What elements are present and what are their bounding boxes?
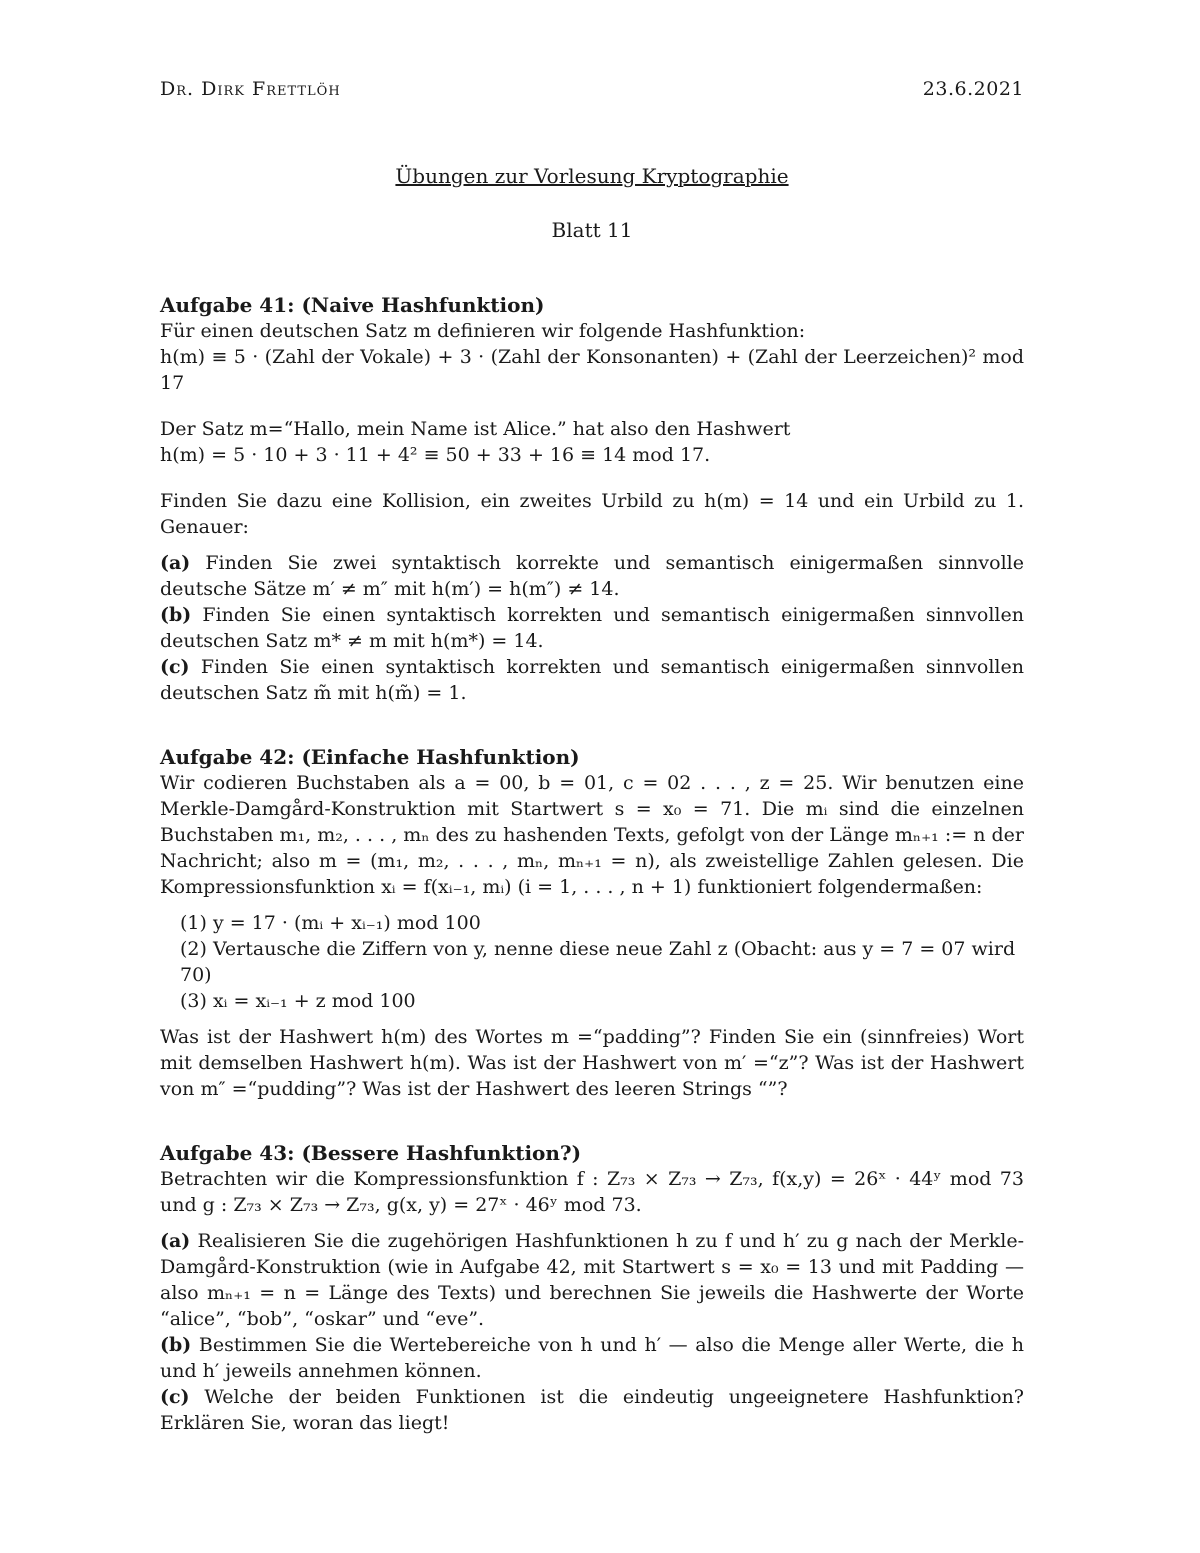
task-41 bbox=[160, 292, 1024, 706]
task-heading: Aufgabe 42: (Einfache Hashfunktion) bbox=[160, 745, 580, 769]
subtask-text: Welche der beiden Funktionen ist die eindeutig ungeeignetere Hashfunktion? Erklären Sie, woran das liegt! bbox=[160, 1386, 1024, 1434]
subtask-a bbox=[160, 550, 1024, 602]
task-question: Was ist der Hashwert h(m) des Wortes m =“padding”? Finden Sie ein (sinnfreies) Wort mit demselben Hashwert h(m). Was ist der Hashwert von m′ =“z”? Was ist der Hashwert von m″ =“pudding”? Was ist der Hashwert des leeren Strings “”? bbox=[160, 1026, 1024, 1100]
page-header bbox=[160, 78, 1024, 100]
date: 23.6.2021 bbox=[922, 78, 1024, 100]
task-intro: Betrachten wir die Kompressionsfunktion f : Z₇₃ × Z₇₃ → Z₇₃, f(x,y) = 26ˣ · 44ʸ mod 73 und g : Z₇₃ × Z₇₃ → Z₇₃, g(x, y) = 27ˣ · 46ʸ mod 73. bbox=[160, 1168, 1024, 1216]
subtask-c bbox=[160, 1384, 1024, 1436]
step-2: (2) Vertausche die Ziffern von y, nenne diese neue Zahl z (Obacht: aus y = 7 = 07 wird 70) bbox=[180, 938, 1016, 986]
subtask-text: Finden Sie einen syntaktisch korrekten und semantisch einigermaßen sinnvollen deutschen Satz m̃ mit h(m̃) = 1. bbox=[160, 656, 1024, 704]
subtask-label: (c) bbox=[160, 1386, 190, 1408]
step-3: (3) xᵢ = xᵢ₋₁ + z mod 100 bbox=[180, 990, 416, 1012]
title-text: Übungen zur Vorlesung Kryptographie bbox=[395, 164, 789, 188]
task-intro: Wir codieren Buchstaben als a = 00, b = 01, c = 02 . . . , z = 25. Wir benutzen eine Merkle-Damgård-Konstruktion mit Startwert s = x₀ = 71. Die mᵢ sind die einzelnen Buchstaben m₁, m₂, . . . , mₙ des zu hashenden Texts, gefolgt von der Länge mₙ₊₁ := n der Nachricht; also m = (m₁, m₂, . . . , mₙ, mₙ₊₁ = n), als zweistellige Zahlen gelesen. Die Kompressionsfunktion xᵢ = f(xᵢ₋₁, mᵢ) (i = 1, . . . , n + 1) funktioniert folgendermaßen: bbox=[160, 772, 1024, 898]
task-42 bbox=[160, 744, 1024, 1102]
author: Dr. Dirk Frettlöh bbox=[160, 78, 341, 100]
task-43 bbox=[160, 1140, 1024, 1436]
example-text: Der Satz m=“Hallo, mein Name ist Alice.” hat also den Hashwert bbox=[160, 418, 791, 440]
step-list bbox=[180, 910, 1024, 1014]
subtask-text: Realisieren Sie die zugehörigen Hashfunktionen h zu f und h′ zu g nach der Merkle-Damgård-Konstruktion (wie in Aufgabe 42, mit Startwert s = x₀ = 13 und mit Padding — also mₙ₊₁ = n = Länge des Texts) und berechnen Sie jeweils die Hashwerte der Worte “alice”, “bob”, “oskar” und “eve”. bbox=[160, 1230, 1024, 1330]
subtask-label: (b) bbox=[160, 1334, 192, 1356]
subtask-b bbox=[160, 602, 1024, 654]
subtask-a bbox=[160, 1228, 1024, 1332]
task-text: Finden Sie dazu eine Kollision, ein zweites Urbild zu h(m) = 14 und ein Urbild zu 1. Genauer: bbox=[160, 490, 1024, 538]
task-heading: Aufgabe 43: (Bessere Hashfunktion?) bbox=[160, 1141, 582, 1165]
subtask-label: (a) bbox=[160, 1230, 191, 1252]
subtask-text: Finden Sie zwei syntaktisch korrekte und semantisch einigermaßen sinnvolle deutsche Sätze m′ ≠ m″ mit h(m′) = h(m″) ≠ 14. bbox=[160, 552, 1024, 600]
step-1: (1) y = 17 · (mᵢ + xᵢ₋₁) mod 100 bbox=[180, 912, 481, 934]
subtask-label: (a) bbox=[160, 552, 191, 574]
hash-formula: h(m) ≡ 5 · (Zahl der Vokale) + 3 · (Zahl der Konsonanten) + (Zahl der Leerzeichen)² mod 17 bbox=[160, 346, 1024, 394]
subtask-text: Finden Sie einen syntaktisch korrekten und semantisch einigermaßen sinnvollen deutschen Satz m* ≠ m mit h(m*) = 14. bbox=[160, 604, 1024, 652]
subtask-text: Bestimmen Sie die Wertebereiche von h und h′ — also die Menge aller Werte, die h und h′ jeweils annehmen können. bbox=[160, 1334, 1024, 1382]
task-intro: Für einen deutschen Satz m definieren wir folgende Hashfunktion: bbox=[160, 320, 806, 342]
page-title bbox=[160, 164, 1024, 188]
subtask-label: (c) bbox=[160, 656, 190, 678]
sheet-number: Blatt 11 bbox=[551, 218, 633, 242]
task-heading: Aufgabe 41: (Naive Hashfunktion) bbox=[160, 293, 545, 317]
example-formula: h(m) = 5 · 10 + 3 · 11 + 4² ≡ 50 + 33 + 16 ≡ 14 mod 17. bbox=[160, 444, 711, 466]
subtask-b bbox=[160, 1332, 1024, 1384]
subtask-label: (b) bbox=[160, 604, 192, 626]
worksheet-page bbox=[160, 78, 1024, 1436]
subtask-c bbox=[160, 654, 1024, 706]
